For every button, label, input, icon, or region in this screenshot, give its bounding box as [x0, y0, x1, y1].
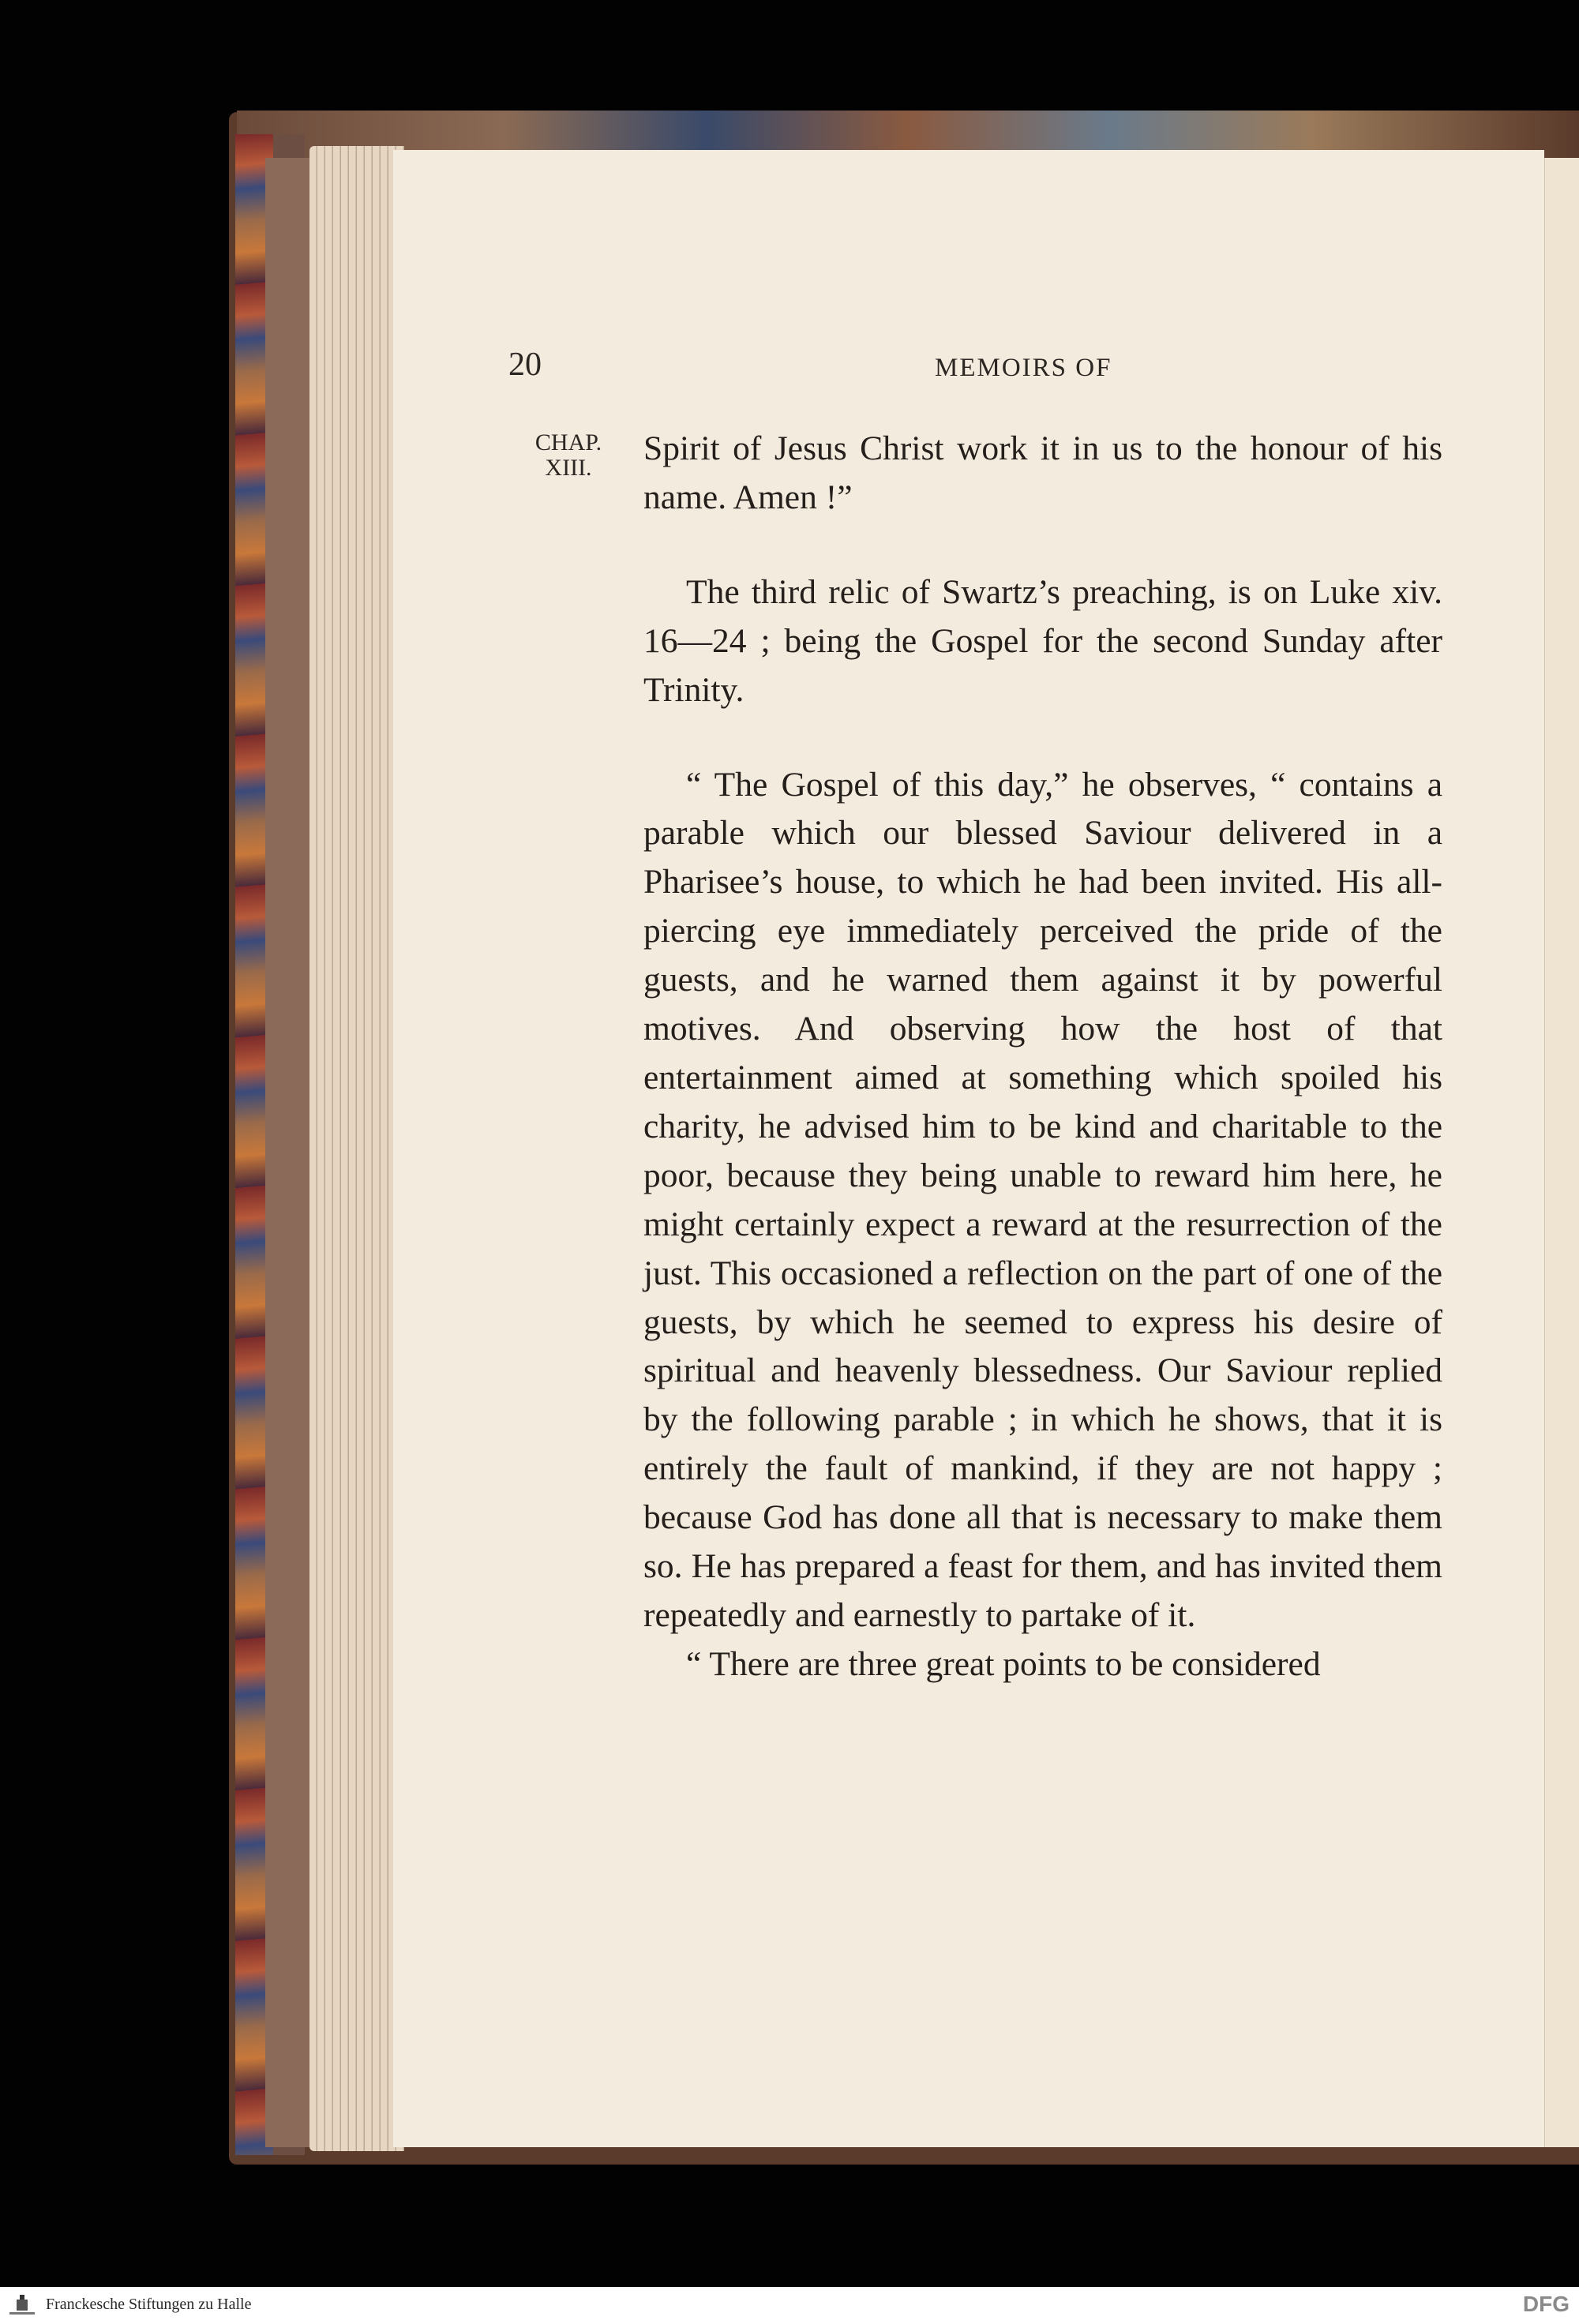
chapter-margin-note	[521, 430, 616, 481]
paragraph-relic: The third relic of Swartz’s preaching, is on Luke xiv. 16—24 ; being the Gospel for the second Sunday after Trinity.	[643, 572, 1442, 709]
foundation-logo-icon	[6, 2293, 38, 2317]
paragraph-continuation: Spirit of Jesus Christ work it in us to the honour of his name. Amen !”	[643, 429, 1442, 516]
page-number: 20	[508, 347, 542, 383]
page-stack-edge	[309, 146, 404, 2151]
chapter-label: CHAP.	[534, 429, 602, 455]
viewer-footer-bar	[0, 2287, 1579, 2324]
footer-institution-label: Franckesche Stiftungen zu Halle	[46, 2296, 252, 2313]
chapter-number: XIII.	[545, 455, 592, 481]
paragraph-gospel-quote: “ The Gospel of this day,” he observes, “ contains a parable which our blessed Saviour delivered in a Pharisee’s house, to which he had been invited. His all-piercing eye immediately perceived the pride of the guests, and he warned them against it by powerful motives. And observing how the host of that entertainment aimed at something which spoiled his charity, he advised him to be kind and charitable to the poor, because they being unable to reward him here, he might certainly expect a reward at the resurrection of the just. This occasioned a reflection on the part of one of the guests, by which he seemed to express his desire of spiritual and heavenly blessedness. Our Saviour replied by the following parable ; in which he shows, that it is entirely the fault of mankind, if they are not happy ; because God has done all that is necessary to make them so. He has prepared a feast for them, and has invited them repeatedly and earnestly to partake of it.	[643, 765, 1442, 1634]
cover-board	[265, 158, 313, 2147]
running-title: MEMOIRS OF	[935, 354, 1112, 382]
paragraph-three-points: “ There are three great points to be considered	[686, 1644, 1321, 1683]
dfg-logo: DFG	[1522, 2292, 1570, 2316]
facing-page-edge	[1543, 158, 1579, 2147]
body-text	[643, 425, 1442, 1689]
